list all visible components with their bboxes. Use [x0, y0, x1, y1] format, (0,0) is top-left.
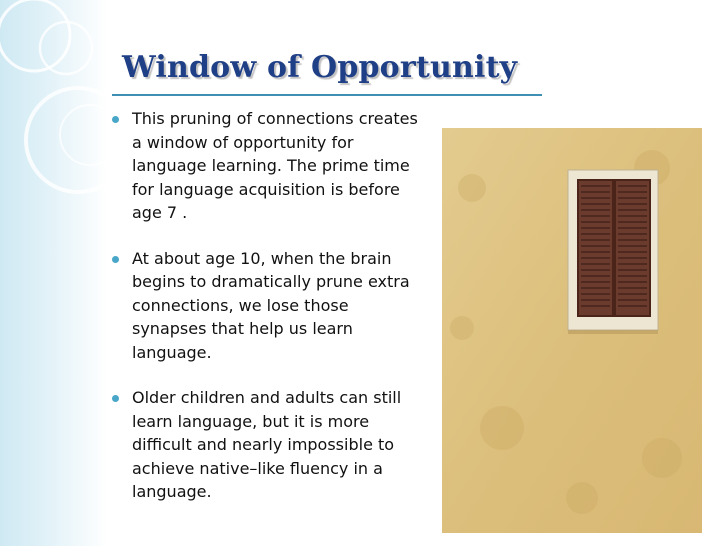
slide-title: Window of Opportunity	[122, 50, 518, 85]
decorative-circles	[0, 0, 110, 240]
title-underline	[112, 94, 542, 96]
bullet-list	[108, 107, 418, 504]
bullet-dot-icon	[112, 116, 119, 123]
window-shutter-photo	[442, 128, 702, 533]
bullet-item	[108, 107, 418, 225]
bullet-dot-icon	[112, 256, 119, 263]
bullet-item	[108, 386, 418, 504]
bullet-text: Older children and adults can still learn language, but it is more difficult and nearly impossible to achieve native–like fluency in a language.	[132, 388, 402, 501]
bullet-item	[108, 247, 418, 365]
bullet-text: This pruning of connections creates a window of opportunity for language learning. The prime time for language acquisition is before age 7 .	[132, 109, 418, 222]
bullet-dot-icon	[112, 395, 119, 402]
bullet-text: At about age 10, when the brain begins to dramatically prune extra connections, we lose those synapses that help us learn language.	[132, 248, 410, 362]
